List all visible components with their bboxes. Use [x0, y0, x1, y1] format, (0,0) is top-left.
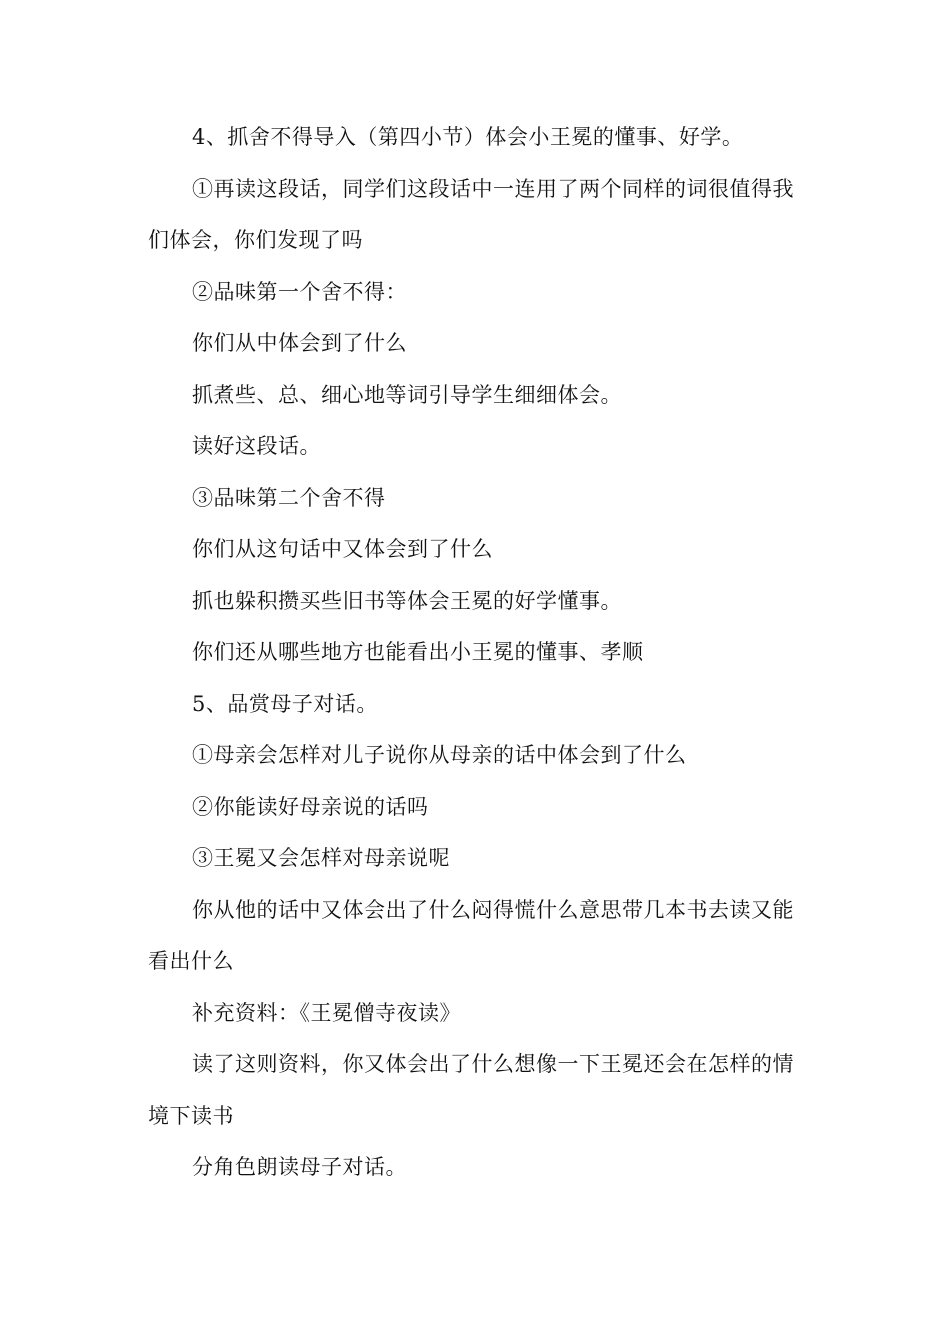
paragraph: ①再读这段话，同学们这段话中一连用了两个同样的词很值得我们体会，你们发现了吗: [148, 176, 794, 252]
paragraph: ②你能读好母亲说的话吗: [192, 794, 429, 819]
paragraph: 5、品赏母子对话。: [192, 691, 378, 716]
paragraph: 读了这则资料，你又体会出了什么想像一下王冕还会在怎样的情境下读书: [148, 1052, 794, 1128]
paragraph: ③品味第二个舍不得: [192, 485, 386, 510]
paragraph: 分角色朗读母子对话。: [192, 1155, 407, 1179]
paragraph: 读好这段话。: [192, 434, 321, 458]
paragraph: ③王冕又会怎样对母亲说呢: [192, 846, 450, 870]
paragraph: 你们还从哪些地方也能看出小王冕的懂事、孝顺: [192, 640, 644, 664]
paragraph: 你从他的话中又体会出了什么闷得慌什么意思带几本书去读又能看出什么: [148, 897, 794, 973]
document-body: [148, 112, 808, 1194]
paragraph: 4、抓舍不得导入（第四小节）体会小王冕的懂事、好学。: [192, 125, 744, 149]
paragraph: 抓煮些、总、细心地等词引导学生细细体会。: [192, 382, 622, 407]
paragraph: 抓也躲积攒买些旧书等体会王冕的好学懂事。: [192, 588, 622, 613]
paragraph: 你们从中体会到了什么: [192, 331, 407, 355]
paragraph: 补充资料：《王冕僧寺夜读》: [192, 1000, 461, 1025]
paragraph: ②品味第一个舍不得：: [192, 279, 407, 304]
paragraph: ①母亲会怎样对儿子说你从母亲的话中体会到了什么: [192, 743, 687, 767]
paragraph: 你们从这句话中又体会到了什么: [192, 537, 493, 561]
